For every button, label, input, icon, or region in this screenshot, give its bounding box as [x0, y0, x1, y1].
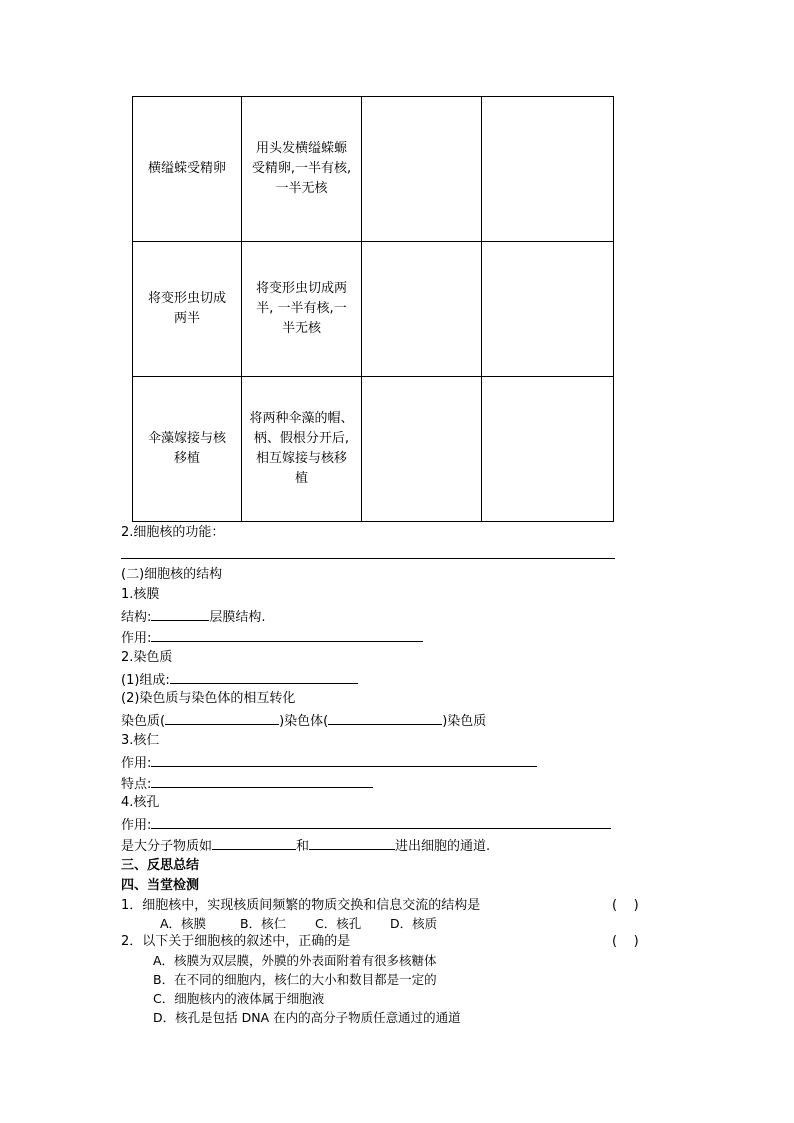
decondensation-blank[interactable]	[328, 711, 442, 725]
feature-label: 特点:	[121, 777, 152, 792]
layer-suffix: 层膜结构.	[209, 610, 266, 625]
nucleolus-feature-line	[121, 774, 373, 794]
question-2-option-b[interactable]: B．在不同的细胞内，核仁的大小和数目都是一定的	[153, 972, 437, 987]
question-1-option-a[interactable]: A．核膜	[160, 916, 207, 931]
pore-blank-1[interactable]	[212, 836, 296, 850]
experiment-name: 将变形虫切成两半	[133, 242, 242, 377]
chromatin-end: )染色质	[442, 714, 487, 729]
question-1-stem: 1．细胞核中，实现核质间频繁的物质交换和信息交流的结构是	[121, 898, 481, 913]
layer-blank[interactable]	[151, 607, 209, 621]
experiment-method: 将两种伞藻的帽、 柄、假根分开后, 相互嫁接与核移 植	[242, 377, 362, 522]
nucleolus-title: 3.核仁	[121, 733, 160, 748]
structure-label: 结构:	[121, 610, 152, 625]
structure-title: (二)细胞核的结构	[121, 567, 223, 582]
conversion-line	[121, 711, 486, 731]
table-row	[133, 377, 614, 522]
table-row	[133, 97, 614, 242]
nucleolus-role-line	[121, 753, 537, 773]
experiment-method: 用头发横缢蝾螈 受精卵,一半有核, 一半无核	[242, 97, 362, 242]
question-1-option-c[interactable]: C．核孔	[315, 916, 362, 931]
pore-title: 4.核孔	[121, 795, 160, 810]
chromatin-title: 2.染色质	[121, 650, 173, 665]
membrane-title: 1.核膜	[121, 587, 160, 602]
experiment-result-cell[interactable]	[362, 97, 482, 242]
chromosome-word: )染色体(	[279, 714, 329, 729]
role-label: 作用:	[121, 631, 152, 646]
pore-blank-2[interactable]	[309, 836, 395, 850]
condensation-blank[interactable]	[165, 711, 279, 725]
membrane-role-line	[121, 628, 423, 648]
question-2-answer-paren[interactable]: ( )	[612, 934, 639, 949]
nucleolus-role-label: 作用:	[121, 756, 152, 771]
experiment-result-cell[interactable]	[362, 377, 482, 522]
table-row	[133, 242, 614, 377]
composition-blank[interactable]	[170, 670, 358, 684]
question-2-option-c[interactable]: C．细胞核内的液体属于细胞液	[153, 991, 325, 1006]
question-1-answer-paren[interactable]: ( )	[612, 898, 639, 913]
question-1-option-d[interactable]: D．核质	[390, 916, 438, 931]
experiment-method: 将变形虫切成两 半, 一半有核,一 半无核	[242, 242, 362, 377]
pore-role-blank[interactable]	[151, 815, 611, 829]
experiment-conclusion-cell[interactable]	[482, 242, 614, 377]
conversion-title: (2)染色质与染色体的相互转化	[121, 691, 296, 706]
membrane-structure-line	[121, 607, 266, 627]
experiment-conclusion-cell[interactable]	[482, 377, 614, 522]
question-2-option-a[interactable]: A．核膜为双层膜，外膜的外表面附着有很多核糖体	[153, 953, 437, 968]
pore-role-line	[121, 815, 611, 835]
experiment-conclusion-cell[interactable]	[482, 97, 614, 242]
experiment-table	[132, 96, 614, 522]
check-title: 四、当堂检测	[121, 878, 200, 893]
chromatin-word: 染色质(	[121, 714, 166, 729]
feature-blank[interactable]	[151, 774, 373, 788]
question-2-stem: 2．以下关于细胞核的叙述中，正确的是	[121, 934, 351, 949]
nucleolus-role-blank[interactable]	[151, 753, 537, 767]
experiment-name: 横缢蝾受精卵	[133, 97, 242, 242]
function-answer-line[interactable]	[121, 558, 615, 559]
experiment-name: 伞藻嫁接与核移植	[133, 377, 242, 522]
composition-label: (1)组成:	[121, 673, 170, 688]
composition-line	[121, 670, 358, 690]
question-2-option-d[interactable]: D．核孔是包括 DNA 在内的高分子物质任意通过的通道	[153, 1010, 461, 1025]
pore-role-label: 作用:	[121, 818, 152, 833]
experiment-result-cell[interactable]	[362, 242, 482, 377]
pore-sentence: 是大分子物质如 和 进出细胞的通道.	[121, 836, 490, 856]
reflection-title: 三、反思总结	[121, 858, 200, 873]
membrane-role-blank[interactable]	[151, 628, 423, 642]
function-title: 2.细胞核的功能：	[121, 525, 225, 540]
question-1-option-b[interactable]: B．核仁	[240, 916, 287, 931]
